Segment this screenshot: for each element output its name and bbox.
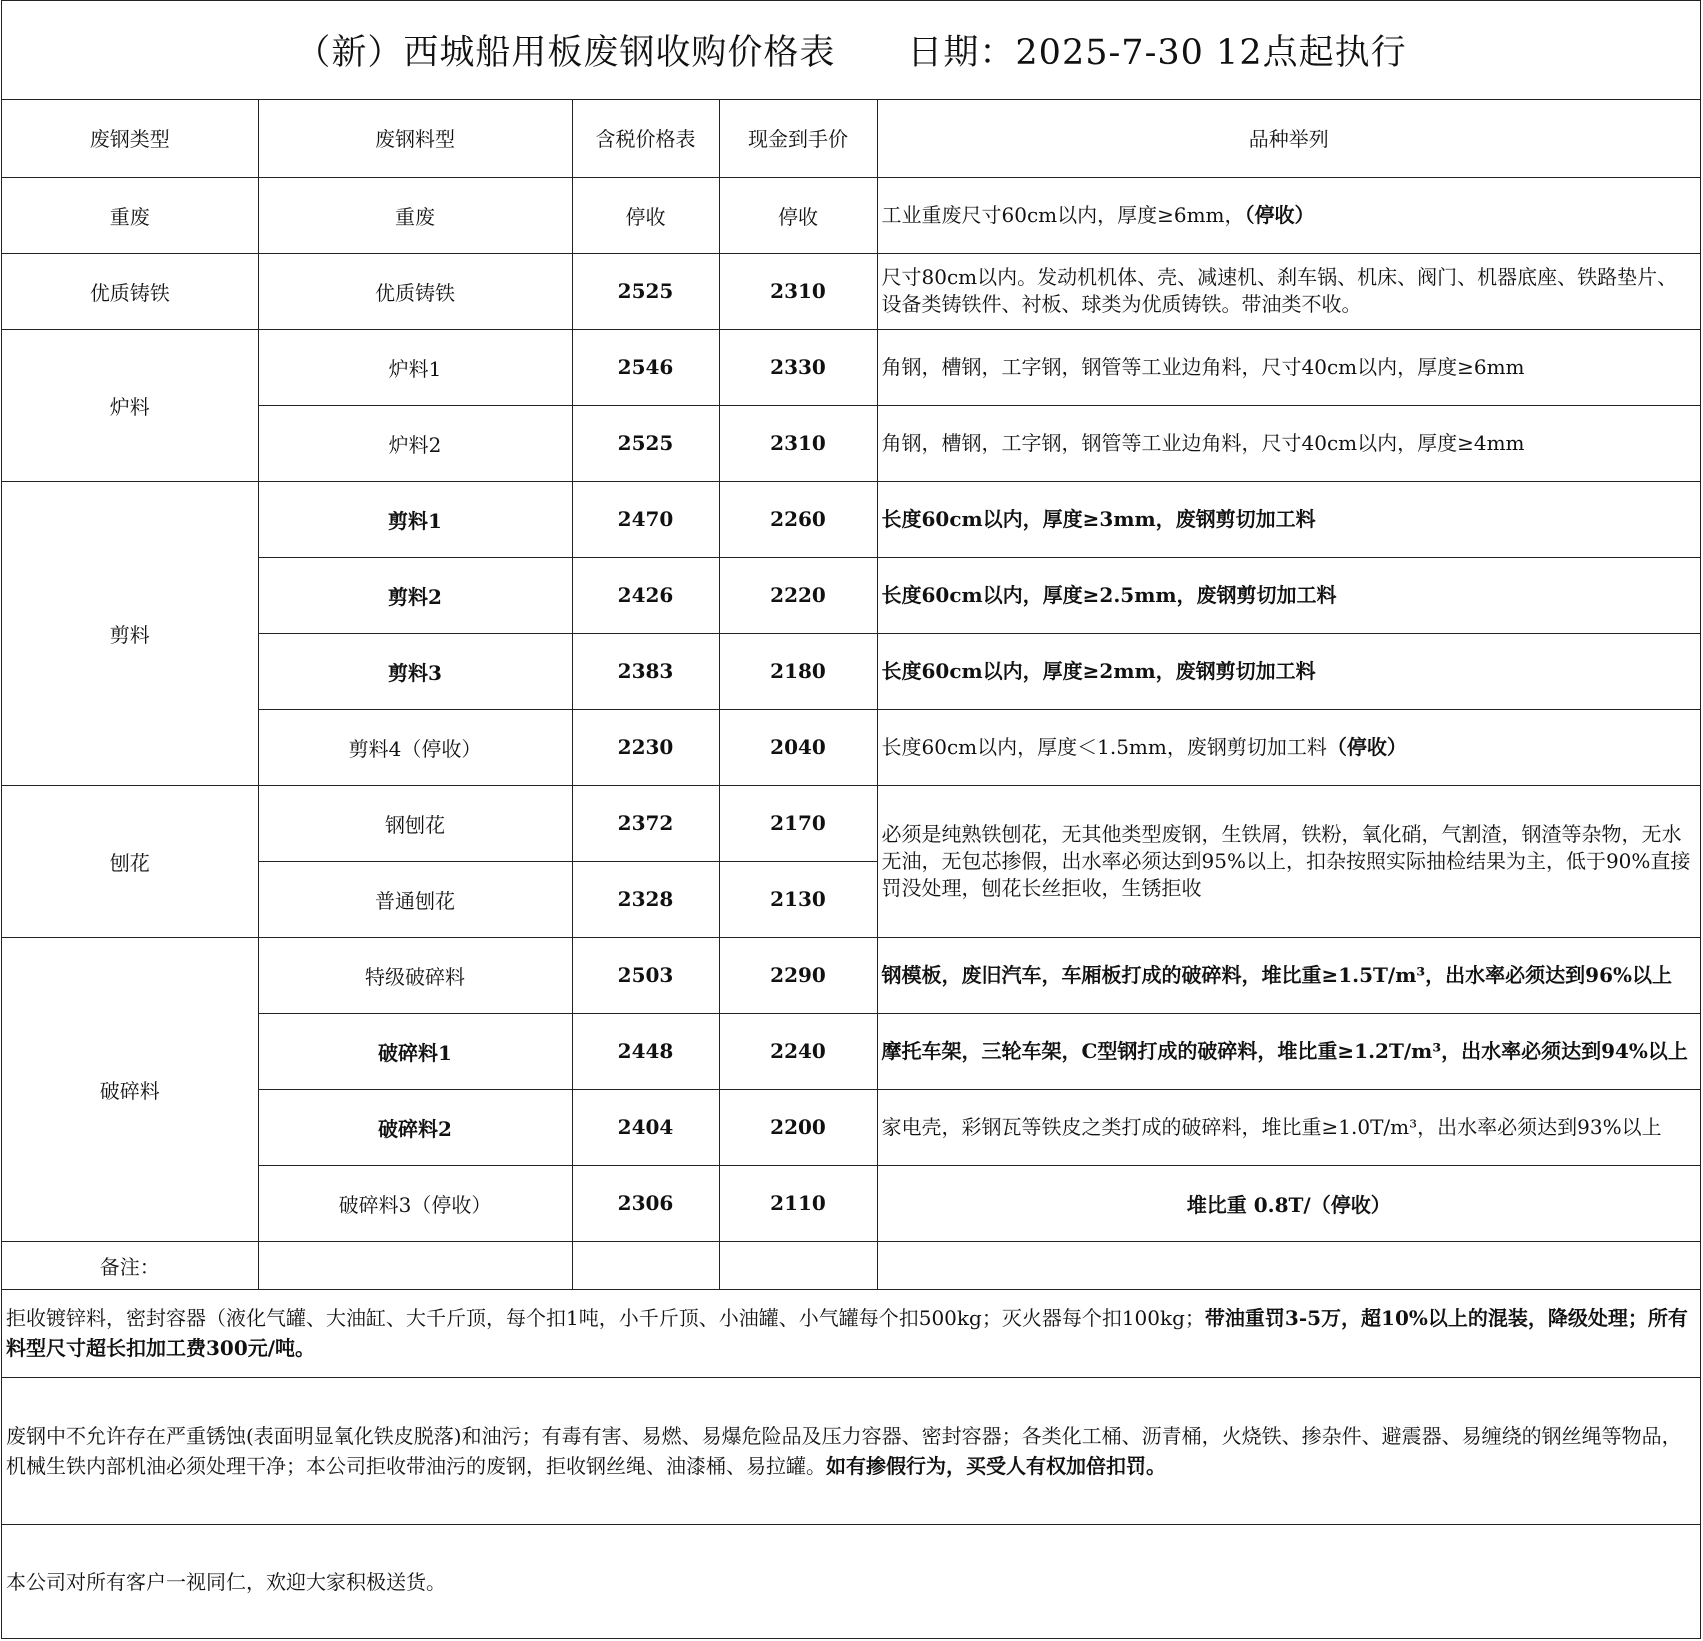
material-cell: 炉料1 bbox=[258, 329, 572, 405]
tax-price-cell: 2230 bbox=[572, 709, 719, 785]
cash-price-cell: 2040 bbox=[719, 709, 877, 785]
cash-price-cell: 2240 bbox=[719, 1013, 877, 1089]
note2-bold: 如有掺假行为，买受人有权加倍扣罚。 bbox=[826, 1454, 1166, 1478]
header-material: 废钢料型 bbox=[258, 99, 572, 177]
example-cell: 家电壳，彩钢瓦等铁皮之类打成的破碎料，堆比重≥1.0T/m³，出水率必须达到93%以上 bbox=[877, 1089, 1700, 1165]
example-cell: 长度60cm以内，厚度≥3mm，废钢剪切加工料 bbox=[877, 481, 1700, 557]
cash-price-cell: 停收 bbox=[719, 177, 877, 253]
cash-price-cell: 2310 bbox=[719, 253, 877, 329]
table-row bbox=[2, 177, 1700, 253]
material-cell: 重废 bbox=[258, 177, 572, 253]
header-cash-price: 现金到手价 bbox=[719, 99, 877, 177]
material-cell: 剪料2 bbox=[258, 557, 572, 633]
type-cell: 剪料 bbox=[2, 481, 258, 785]
example-bold-text: （停收） bbox=[1244, 202, 1315, 227]
tax-price-cell: 2426 bbox=[572, 557, 719, 633]
example-cell: 堆比重 0.8T/（停收） bbox=[877, 1165, 1700, 1241]
cash-price-cell: 2260 bbox=[719, 481, 877, 557]
remark-label: 备注： bbox=[2, 1241, 258, 1289]
cash-price-cell: 2110 bbox=[719, 1165, 877, 1241]
table-row bbox=[2, 329, 1700, 405]
cash-price-cell: 2180 bbox=[719, 633, 877, 709]
type-cell: 破碎料 bbox=[2, 937, 258, 1241]
tax-price-cell: 停收 bbox=[572, 177, 719, 253]
table-row bbox=[2, 481, 1700, 557]
remark-empty-cell bbox=[572, 1241, 719, 1289]
tax-price-cell: 2525 bbox=[572, 405, 719, 481]
material-cell: 剪料1 bbox=[258, 481, 572, 557]
example-cell bbox=[877, 177, 1700, 253]
note1-plain: 拒收镀锌料，密封容器（液化气罐、大油缸、大千斤顶，每个扣1吨，小千斤顶、小油罐、小气罐每个扣500kg；灭火器每个扣100kg； bbox=[6, 1306, 1205, 1330]
tax-price-cell: 2306 bbox=[572, 1165, 719, 1241]
note2-plain: 废钢中不允许存在严重锈蚀(表面明显氧化铁皮脱落)和油污；有毒有害、易燃、易爆危险品及压力容器、密封容器；各类化工桶、沥青桶，火烧铁、掺杂件、避震器、易缠绕的钢丝绳等物品，机械生铁内部机油必须处理干净；本公司拒收带油污的废钢，拒收钢丝绳、油漆桶、易拉罐。 bbox=[6, 1424, 1682, 1478]
type-cell: 重废 bbox=[2, 177, 258, 253]
cash-price-cell: 2170 bbox=[719, 785, 877, 861]
example-cell: 尺寸80cm以内。发动机机体、壳、减速机、刹车锅、机床、阀门、机器底座、铁路垫片、设备类铸铁件、衬板、球类为优质铸铁。带油类不收。 bbox=[877, 253, 1700, 329]
material-cell: 剪料4（停收） bbox=[258, 709, 572, 785]
note-text bbox=[6, 1421, 1696, 1481]
price-table bbox=[2, 99, 1700, 1290]
material-cell: 钢刨花 bbox=[258, 785, 572, 861]
tax-price-cell: 2383 bbox=[572, 633, 719, 709]
remark-empty-cell bbox=[719, 1241, 877, 1289]
example-bold-text: （停收） bbox=[1326, 734, 1407, 759]
header-row bbox=[2, 99, 1700, 177]
example-text: 长度60cm以内，厚度＜1.5mm，废钢剪切加工料 bbox=[881, 734, 1327, 759]
note-text bbox=[6, 1303, 1696, 1363]
header-type: 废钢类型 bbox=[2, 99, 258, 177]
example-cell: 长度60cm以内，厚度≥2.5mm，废钢剪切加工料 bbox=[877, 557, 1700, 633]
price-sheet bbox=[1, 0, 1701, 1639]
note1-bold: 带油重罚3-5万，超10%以上的混装，降级处理；所有料型尺寸超长扣加工费300元/吨。 bbox=[6, 1306, 1688, 1360]
note3-text: 本公司对所有客户一视同仁，欢迎大家积极送货。 bbox=[6, 1569, 446, 1594]
note-welcome bbox=[2, 1525, 1700, 1638]
example-cell: 摩托车架，三轮车架，C型钢打成的破碎料，堆比重≥1.2T/m³，出水率必须达到94%以上 bbox=[877, 1013, 1700, 1089]
remark-empty-cell bbox=[877, 1241, 1700, 1289]
material-cell: 破碎料2 bbox=[258, 1089, 572, 1165]
material-cell: 普通刨花 bbox=[258, 861, 572, 937]
material-cell: 破碎料1 bbox=[258, 1013, 572, 1089]
cash-price-cell: 2220 bbox=[719, 557, 877, 633]
tax-price-cell: 2470 bbox=[572, 481, 719, 557]
example-cell: 钢模板，废旧汽车，车厢板打成的破碎料，堆比重≥1.5T/m³，出水率必须达到96%以上 bbox=[877, 937, 1700, 1013]
example-cell: 长度60cm以内，厚度≥2mm，废钢剪切加工料 bbox=[877, 633, 1700, 709]
type-cell: 炉料 bbox=[2, 329, 258, 481]
cash-price-cell: 2330 bbox=[719, 329, 877, 405]
tax-price-cell: 2404 bbox=[572, 1089, 719, 1165]
material-cell: 破碎料3（停收） bbox=[258, 1165, 572, 1241]
cash-price-cell: 2290 bbox=[719, 937, 877, 1013]
table-row bbox=[2, 785, 1700, 861]
type-cell: 优质铸铁 bbox=[2, 253, 258, 329]
tax-price-cell: 2546 bbox=[572, 329, 719, 405]
tax-price-cell: 2328 bbox=[572, 861, 719, 937]
material-cell: 特级破碎料 bbox=[258, 937, 572, 1013]
type-cell: 刨花 bbox=[2, 785, 258, 937]
note-quality-rules bbox=[2, 1378, 1700, 1525]
remark-empty-cell bbox=[258, 1241, 572, 1289]
header-examples: 品种举列 bbox=[877, 99, 1700, 177]
cash-price-cell: 2310 bbox=[719, 405, 877, 481]
header-tax-price: 含税价格表 bbox=[572, 99, 719, 177]
tax-price-cell: 2448 bbox=[572, 1013, 719, 1089]
example-cell bbox=[877, 709, 1700, 785]
tax-price-cell: 2525 bbox=[572, 253, 719, 329]
table-row bbox=[2, 937, 1700, 1013]
material-cell: 剪料3 bbox=[258, 633, 572, 709]
title-date: 日期：2025-7-30 12点起执行 bbox=[907, 33, 1407, 73]
example-cell: 角钢，槽钢，工字钢，钢管等工业边角料，尺寸40cm以内，厚度≥6mm bbox=[877, 329, 1700, 405]
tax-price-cell: 2372 bbox=[572, 785, 719, 861]
example-cell: 必须是纯熟铁刨花，无其他类型废钢，生铁屑，铁粉，氧化硝，气割渣，钢渣等杂物，无水无油，无包芯掺假，出水率必须达到95%以上，扣杂按照实际抽检结果为主，低于90%直接罚没处理，刨花长丝拒收，生锈拒收 bbox=[877, 785, 1700, 937]
cash-price-cell: 2200 bbox=[719, 1089, 877, 1165]
example-text: 工业重废尺寸60cm以内，厚度≥6mm， bbox=[881, 202, 1245, 227]
example-cell: 角钢，槽钢，工字钢，钢管等工业边角料，尺寸40cm以内，厚度≥4mm bbox=[877, 405, 1700, 481]
material-cell: 优质铸铁 bbox=[258, 253, 572, 329]
remark-row bbox=[2, 1241, 1700, 1289]
note-rejected-materials bbox=[2, 1289, 1700, 1378]
material-cell: 炉料2 bbox=[258, 405, 572, 481]
sheet-title bbox=[2, 1, 1700, 100]
cash-price-cell: 2130 bbox=[719, 861, 877, 937]
tax-price-cell: 2503 bbox=[572, 937, 719, 1013]
table-row bbox=[2, 253, 1700, 329]
title-main: （新）西城船用板废钢收购价格表 bbox=[295, 33, 836, 73]
